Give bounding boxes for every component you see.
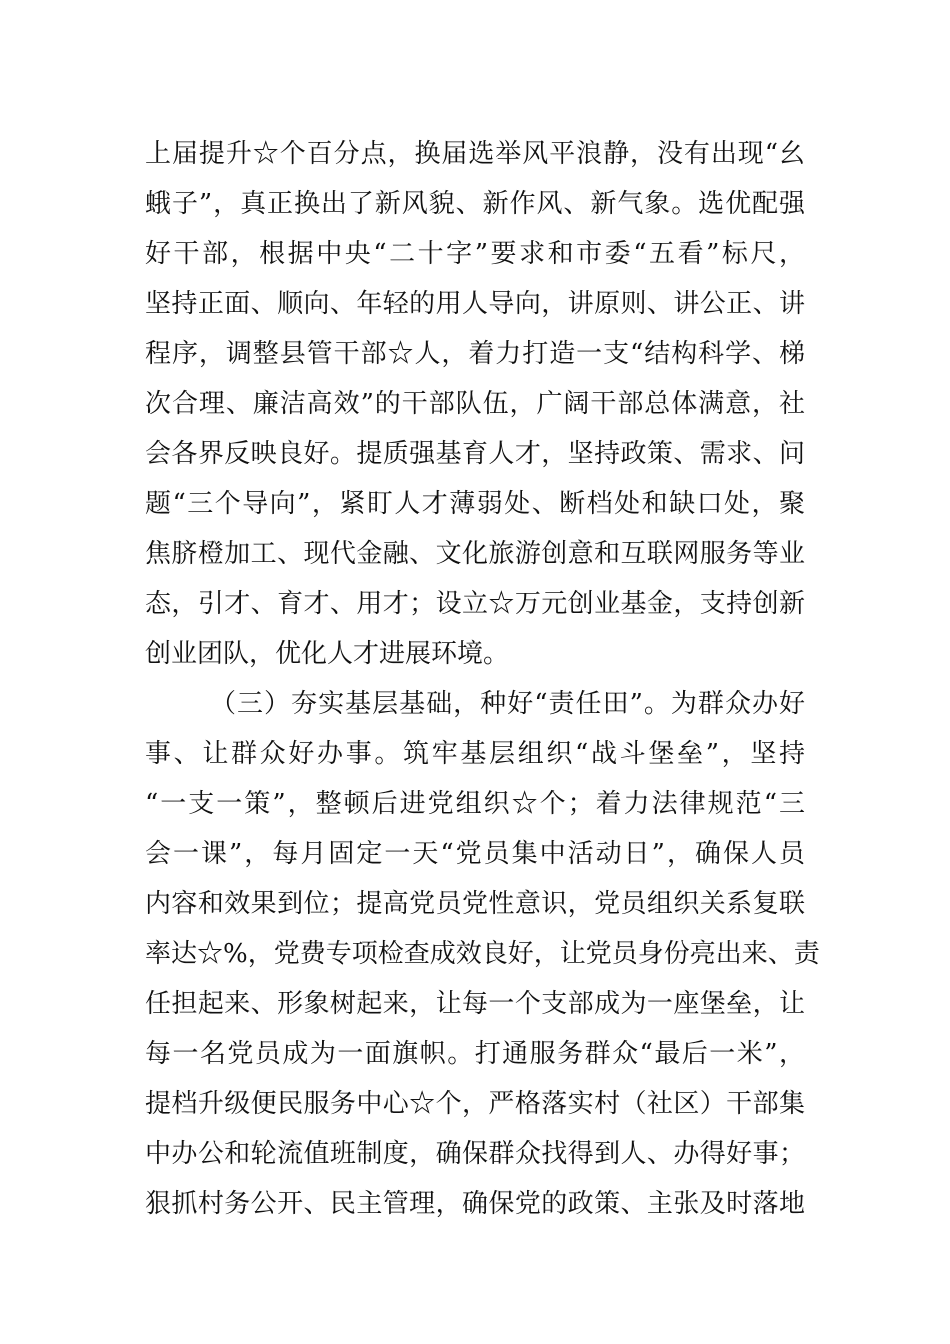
text-line: 态，引才、育才、用才；设立☆万元创业基金，支持创新 [145, 589, 805, 619]
text-line: 蛾子”，真正换出了新风貌、新作风、新气象。选优配强 [145, 189, 805, 219]
paragraph-end-line: 创业团队，优化人才进展环境。 [145, 639, 510, 669]
text-line: 会一课”，每月固定一天“党员集中活动日”，确保人员 [145, 839, 805, 869]
text-line: 狠抓村务公开、民主管理，确保党的政策、主张及时落地 [145, 1189, 805, 1219]
text-line: 任担起来、形象树起来，让每一个支部成为一座堡垒，让 [145, 989, 805, 1019]
text-line: 好干部，根据中央“二十字”要求和市委“五看”标尺， [145, 239, 805, 269]
text-line: 次合理、廉洁高效”的干部队伍，广阔干部总体满意，社 [145, 389, 805, 419]
text-line: 中办公和轮流值班制度，确保群众找得到人、办得好事； [145, 1139, 805, 1169]
text-line: 提档升级便民服务中心☆个，严格落实村（社区）干部集 [145, 1089, 805, 1119]
text-line: 会各界反映良好。提质强基育人才，坚持政策、需求、问 [145, 439, 805, 469]
text-line: 内容和效果到位；提高党员党性意识，党员组织关系复联 [145, 889, 805, 919]
section-heading-line: （三）夯实基层基础，种好“责任田”。为群众办好 [210, 689, 805, 719]
text-line: 事、让群众好办事。筑牢基层组织“战斗堡垒”，坚持 [145, 739, 805, 769]
text-line: 程序，调整县管干部☆人，着力打造一支“结构科学、梯 [145, 339, 805, 369]
text-line: 题“三个导向”，紧盯人才薄弱处、断档处和缺口处，聚 [145, 489, 805, 519]
text-line: “一支一策”，整顿后进党组织☆个；着力法律规范“三 [145, 789, 805, 819]
text-line: 每一名党员成为一面旗帜。打通服务群众“最后一米”， [145, 1039, 805, 1069]
text-line: 率达☆%，党费专项检查成效良好，让党员身份亮出来、责 [145, 939, 820, 969]
text-line: 焦脐橙加工、现代金融、文化旅游创意和互联网服务等业 [145, 539, 805, 569]
text-line: 上届提升☆个百分点，换届选举风平浪静，没有出现“幺 [145, 139, 805, 169]
text-line: 坚持正面、顺向、年轻的用人导向，讲原则、讲公正、讲 [145, 289, 805, 319]
